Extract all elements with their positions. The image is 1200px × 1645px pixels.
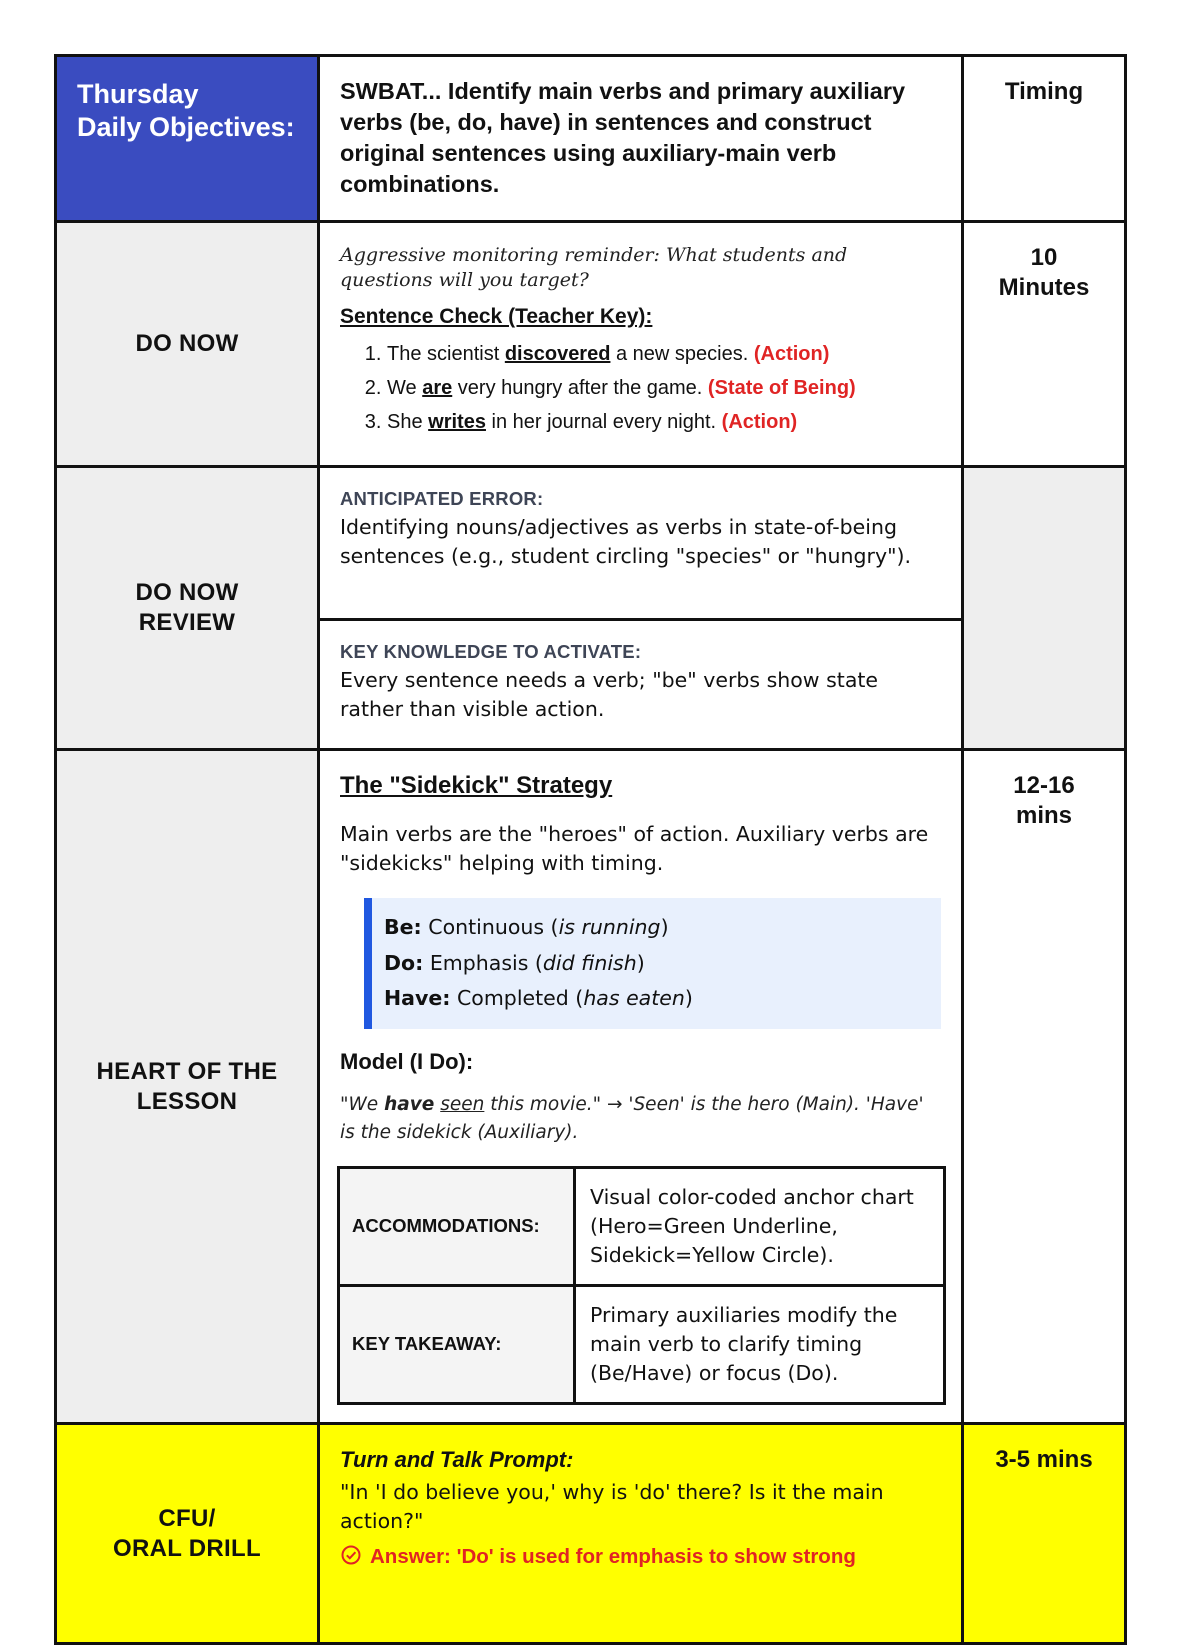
objective-cell [319,56,963,222]
verb-type-tag: (Action) [753,343,830,365]
model-example: "We have seen this movie." → 'Seen' is the hero (Main). 'Have' is the sidekick (Auxiliary). [340,1093,924,1143]
heart-content [319,750,963,1424]
objectives-row [56,56,1126,222]
objective-text: SWBAT... Identify main verbs and primary auxiliary verbs (be, do, have) in sentences and construct original sentences using auxiliary-main verb combinations. [340,78,906,197]
monitoring-reminder: Aggressive monitoring reminder: What students and questions will you target? [340,244,848,291]
do-now-label: DO NOW [135,330,239,357]
table-row [339,1167,945,1285]
sentence-list [340,337,941,439]
strategy-intro: Main verbs are the "heroes" of action. Auxiliary verbs are "sidekicks" helping with timing. [340,822,929,875]
list-item: 2. We are very hungry after the game. (State of Being) [387,371,941,405]
heart-label-cell: HEART OF THE LESSON [56,750,319,1424]
verb-type-tag: (State of Being) [707,377,856,399]
objectives-label: Daily Objectives: [77,112,295,142]
objectives-label-cell [56,56,319,222]
timing-header [963,56,1126,222]
do-now-review-content [319,467,963,750]
model-heading: Model (I Do): [340,1048,474,1074]
anticipated-error-text: Identifying nouns/adjectives as verbs in state-of-being sentences (e.g., student circling "species" or "hungry"). [340,515,912,568]
heart-row [56,750,1126,1424]
strategy-heading: The "Sidekick" Strategy [340,772,613,799]
anticipated-error-label: ANTICIPATED ERROR: [340,488,544,509]
list-item: Be: Continuous (is running) [384,915,669,939]
verb: writes [428,411,486,433]
answer-text: Answer: 'Do' is used for emphasis to show strong [340,1542,941,1571]
key-knowledge-box [320,621,961,744]
heart-timing: 12-16 mins [963,750,1126,1424]
cfu-row [56,1424,1126,1644]
accommodations-label: ACCOMMODATIONS: [339,1167,575,1285]
lesson-plan-table [54,54,1127,1645]
cfu-content [319,1424,963,1644]
turn-and-talk-prompt: "In 'I do believe you,' why is 'do' there? Is it the main action?" [340,1480,884,1533]
list-item: Have: Completed (has eaten) [384,986,693,1010]
do-now-review-label-cell: DO NOW REVIEW [56,467,319,750]
list-item: 3. She writes in her journal every night. (Action) [387,405,941,439]
anticipated-error-box [320,468,961,621]
accommodations-text: Visual color-coded anchor chart (Hero=Green Underline, Sidekick=Yellow Circle). [575,1167,945,1285]
do-now-review-row [56,467,1126,750]
verb: are [422,377,453,399]
turn-and-talk-heading: Turn and Talk Prompt: [340,1447,574,1472]
list-item: 1. The scientist discovered a new species. (Action) [387,337,941,371]
verb-type-tag: (Action) [721,411,798,433]
cfu-timing: 3-5 mins [963,1424,1126,1644]
auxiliary-callout [364,898,941,1029]
timing-label: Timing [1004,78,1084,105]
do-now-review-timing [963,467,1126,750]
supports-table [337,1166,946,1405]
key-takeaway-label: KEY TAKEAWAY: [339,1285,575,1403]
day-label: Thursday [77,79,199,109]
verb: discovered [504,343,611,365]
check-circle-icon [340,1544,362,1566]
key-knowledge-text: Every sentence needs a verb; "be" verbs show state rather than visible action. [340,668,879,721]
sentence-check-heading: Sentence Check (Teacher Key): [340,305,653,328]
list-item: Do: Emphasis (did finish) [384,950,645,975]
cfu-label-cell: CFU/ ORAL DRILL [56,1424,319,1644]
key-takeaway-text: Primary auxiliaries modify the main verb to clarify timing (Be/Have) or focus (Do). [575,1285,945,1403]
key-knowledge-label: KEY KNOWLEDGE TO ACTIVATE: [340,641,642,662]
do-now-label-cell [56,222,319,467]
do-now-timing: 10 Minutes [963,222,1126,467]
do-now-row [56,222,1126,467]
do-now-content [319,222,963,467]
table-row [339,1285,945,1403]
